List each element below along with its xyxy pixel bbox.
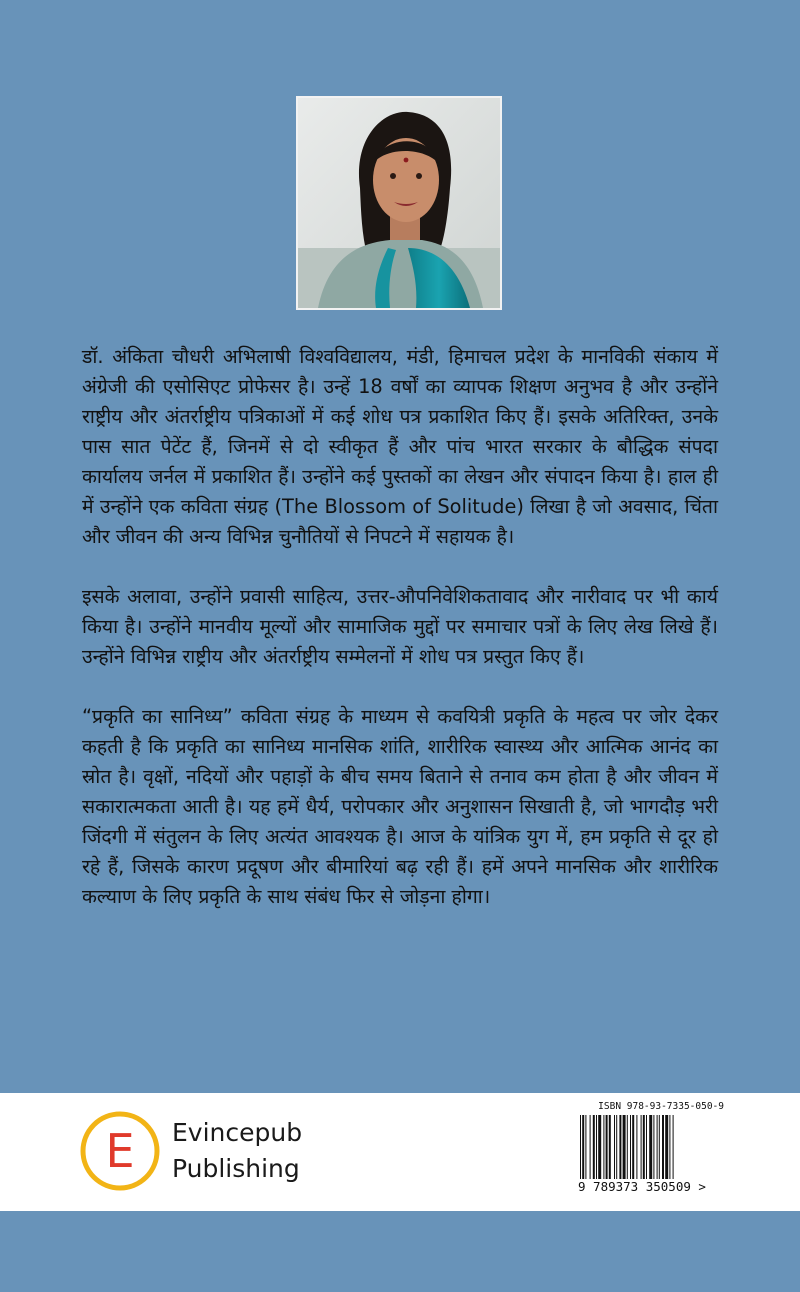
barcode-bar <box>580 1115 581 1179</box>
barcode-bar <box>653 1115 654 1179</box>
barcode-bar <box>603 1115 604 1179</box>
publisher-name-line2: Publishing <box>172 1154 300 1183</box>
barcode-bar <box>616 1115 617 1179</box>
barcode-bar <box>669 1115 670 1179</box>
barcode-bar <box>659 1115 660 1179</box>
barcode-bar <box>627 1115 628 1179</box>
barcode-bar <box>619 1115 621 1179</box>
barcode-bar <box>643 1115 645 1179</box>
bio-paragraph-1: डॉ. अंकिता चौधरी अभिलाषी विश्वविद्यालय, मंडी, हिमाचल प्रदेश के मानविकी संकाय में अंग्रेजी की एसोसिएट प्रोफेसर है। उन्हें 18 वर्षों का व्यापक शिक्षण अनुभव है और उन्होंने राष्ट्रीय और अंतर्राष्ट्रीय पत्रिकाओं में कई शोध पत्र प्रकाशित किए हैं। इसके अतिरिक्त, उनके पास सात पेटेंट हैं, जिनमें से दो स्वीकृत हैं और पांच भारत सरकार के बौद्धिक संपदा कार्यालय जर्नल में प्रकाशित हैं। उन्होंने कई पुस्तकों का लेखन और संपादन किया है। हाल ही में उन्होंने एक कविता संग्रह (The Blossom of Solitude) लिखा है जो अवसाद, चिंता और जीवन की अन्य विभिन्न चुनौतियों से निपटने में सहायक है। <box>82 345 718 548</box>
book-description-paragraph: “प्रकृति का सानिध्य” कविता संग्रह के माध्यम से कवयित्री प्रकृति के महत्व पर जोर देकर कहती है कि प्रकृति का सानिध्य मानसिक शांति, शारीरिक स्वास्थ्य और आत्मिक आनंद का स्रोत है। वृक्षों, नदियों और पहाड़ों के बीच समय बिताने से तनाव कम होता है और जीवन में सकारात्मकता आती है। यह हमें धैर्य, परोपकार और अनुशासन सिखाती है, जो भागदौड़ भरी जिंदगी में संतुलन के लिए अत्यंत आवश्यक है। आज के यांत्रिक युग में, हम प्रकृति से दूर हो रहे हैं, जिसके कारण प्रदूषण और बीमारियां बढ़ रही हैं। हमें अपने मानसिक और शारीरिक कल्याण के लिए प्रकृति के साथ संबंध फिर से जोड़ना होगा। <box>82 705 718 908</box>
barcode-bar <box>606 1115 608 1179</box>
barcode-bar <box>665 1115 668 1179</box>
barcode-bar <box>646 1115 647 1179</box>
bio-paragraph-2: इसके अलावा, उन्होंने प्रवासी साहित्य, उत्तर-औपनिवेशिकतावाद और नारीवाद पर भी कार्य किया है। उन्होंने मानवीय मूल्यों और सामाजिक मुद्दों पर समाचार पत्रों के लिए लेख लिखे हैं। उन्होंने विभिन्न राष्ट्रीय और अंतर्राष्ट्रीय सम्मेलनों में शोध पत्र प्रस्तुत किए हैं। <box>82 585 718 668</box>
barcode-bar <box>590 1115 591 1179</box>
barcode-bar <box>609 1115 611 1179</box>
author-bio <box>82 342 718 912</box>
publisher-name <box>172 1119 302 1183</box>
barcode-bar <box>657 1115 658 1179</box>
logo-letter: E <box>105 1124 135 1178</box>
barcode-bar <box>630 1115 631 1179</box>
publisher-footer <box>0 1093 800 1211</box>
publisher-logo-icon <box>78 1109 162 1193</box>
barcode-bar <box>649 1115 652 1179</box>
barcode-bar <box>585 1115 586 1179</box>
author-portrait-image <box>298 98 500 308</box>
barcode-digits: 9 789373 350509 > <box>578 1179 706 1194</box>
barcode-bar <box>632 1115 634 1179</box>
barcode-bar <box>662 1115 664 1179</box>
barcode-bar <box>593 1115 595 1179</box>
barcode-bar <box>596 1115 597 1179</box>
barcode-bar <box>636 1115 637 1179</box>
author-photo <box>296 96 502 310</box>
isbn-barcode <box>578 1101 724 1204</box>
barcode-bar <box>641 1115 642 1179</box>
barcode-bar <box>582 1115 584 1179</box>
barcode-bar <box>673 1115 674 1179</box>
isbn-label: ISBN 978-93-7335-050-9 <box>598 1101 724 1112</box>
barcode-bar <box>614 1115 615 1179</box>
barcode-bar <box>598 1115 601 1179</box>
publisher-name-line1: Evincepub <box>172 1118 303 1147</box>
barcode-bar <box>623 1115 626 1179</box>
barcode-bars <box>580 1115 710 1179</box>
